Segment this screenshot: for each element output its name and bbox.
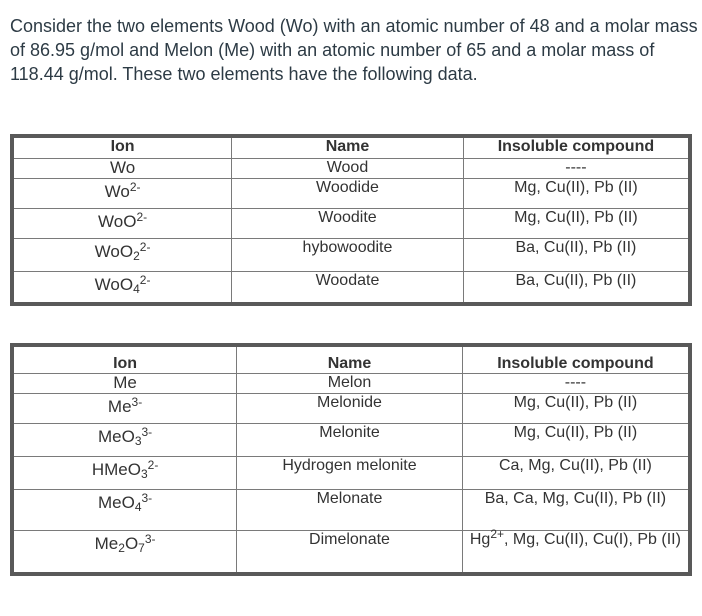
insoluble-compounds: Mg, Cu(II), Pb (II): [463, 208, 690, 238]
melon-table-body: [12, 373, 690, 574]
ion-name: Woodide: [232, 178, 464, 208]
insoluble-column-header: Insoluble compound: [463, 136, 690, 158]
insoluble-compounds: Mg, Cu(II), Pb (II): [462, 423, 690, 456]
ion-base: HMeO: [91, 459, 141, 479]
ion-formula: [12, 456, 237, 489]
insoluble-column-header: Insoluble compound: [462, 345, 690, 373]
insoluble-compounds: Ba, Ca, Mg, Cu(II), Pb (II): [462, 489, 690, 530]
ion-sup: 3-: [141, 490, 153, 505]
ion-name: Dimelonate: [237, 530, 463, 574]
ion-base: Me: [113, 372, 137, 392]
ion-base: MeO: [97, 492, 135, 512]
insoluble-compounds: Ba, Cu(II), Pb (II): [463, 271, 690, 304]
ion-name: Melonate: [237, 489, 463, 530]
ion-sup: 3-: [141, 424, 153, 439]
ion-sup: 2-: [147, 457, 159, 472]
ion-sup: 2-: [139, 239, 151, 254]
ion-formula: [12, 530, 237, 574]
ion-name: Wood: [232, 158, 464, 178]
ion-formula: [12, 423, 237, 456]
name-column-header: Name: [232, 136, 464, 158]
ion-formula: [12, 393, 237, 423]
ion-base: Wo: [109, 157, 136, 177]
ion-sub: 4: [133, 281, 140, 296]
ion-name: Woodite: [232, 208, 464, 238]
ion-formula: [12, 489, 237, 530]
table-row: [12, 238, 690, 271]
ion-sup: 3-: [131, 394, 143, 409]
ion-name: Woodate: [232, 271, 464, 304]
problem-statement: Consider the two elements Wood (Wo) with an atomic number of 48 and a molar mass of 86.95 g/mol and Melon (Me) with an atomic number of 65 and a molar mass of 118.44 g/mol. These two elements have the following data.: [10, 16, 698, 84]
ion-sub: 2: [118, 540, 125, 555]
ion-base: WoO: [94, 274, 134, 294]
ion-formula: [12, 271, 232, 304]
ion-column-header: Ion: [12, 345, 237, 373]
insoluble-compounds: Mg, Cu(II), Pb (II): [463, 178, 690, 208]
ion-base: MeO: [97, 426, 135, 446]
ion-tail: O: [124, 533, 139, 553]
ion-sub: 4: [134, 499, 142, 514]
ion-name: Melonite: [237, 423, 463, 456]
ion-column-header: Ion: [12, 136, 232, 158]
ion-base: Me: [107, 396, 132, 416]
ion-sub: 2: [133, 248, 140, 263]
insoluble-compounds: Mg, Cu(II), Pb (II): [462, 393, 690, 423]
ion-sup: 2-: [139, 272, 151, 287]
ion-name: Melon: [237, 373, 463, 393]
ion-name: Hydrogen melonite: [237, 456, 463, 489]
table-row: [12, 373, 690, 393]
ion-name: Melonide: [237, 393, 463, 423]
table-row: [12, 530, 690, 574]
wood-table-body: [12, 158, 690, 304]
table-row: [12, 208, 690, 238]
wood-ion-table: [10, 134, 692, 306]
ion-sub: 3: [134, 433, 142, 448]
table-row: [12, 271, 690, 304]
insoluble-compounds: ----: [463, 158, 690, 178]
ion-tailsub: 7: [138, 540, 145, 555]
table-row: [12, 178, 690, 208]
ion-sup: 2-: [129, 179, 141, 194]
table-row: [12, 158, 690, 178]
ion-sub: 3: [140, 466, 148, 481]
ion-base: WoO: [94, 241, 134, 261]
ion-name: hybowoodite: [232, 238, 464, 271]
insoluble-compounds: Ba, Cu(II), Pb (II): [463, 238, 690, 271]
ion-sup: 3-: [144, 531, 156, 546]
ion-base: Me: [94, 533, 119, 553]
ion-formula: [12, 158, 232, 178]
ion-formula: [12, 208, 232, 238]
ion-base: WoO: [98, 211, 137, 231]
table-row: [12, 456, 690, 489]
table-row: [12, 393, 690, 423]
table-row: [12, 423, 690, 456]
melon-ion-table: [10, 343, 692, 576]
ion-formula: [12, 178, 232, 208]
insoluble-compounds: Ca, Mg, Cu(II), Pb (II): [462, 456, 690, 489]
table-row: [12, 489, 690, 530]
name-column-header: Name: [237, 345, 463, 373]
ion-sup: 2-: [136, 209, 148, 224]
ion-formula: [12, 373, 237, 393]
insoluble-compounds: ----: [462, 373, 690, 393]
insoluble-compounds: $Hg^{2+}$, Mg, Cu(II), Cu(I), Pb (II): [462, 530, 690, 574]
ion-base: Wo: [104, 181, 130, 201]
ion-formula: [12, 238, 232, 271]
